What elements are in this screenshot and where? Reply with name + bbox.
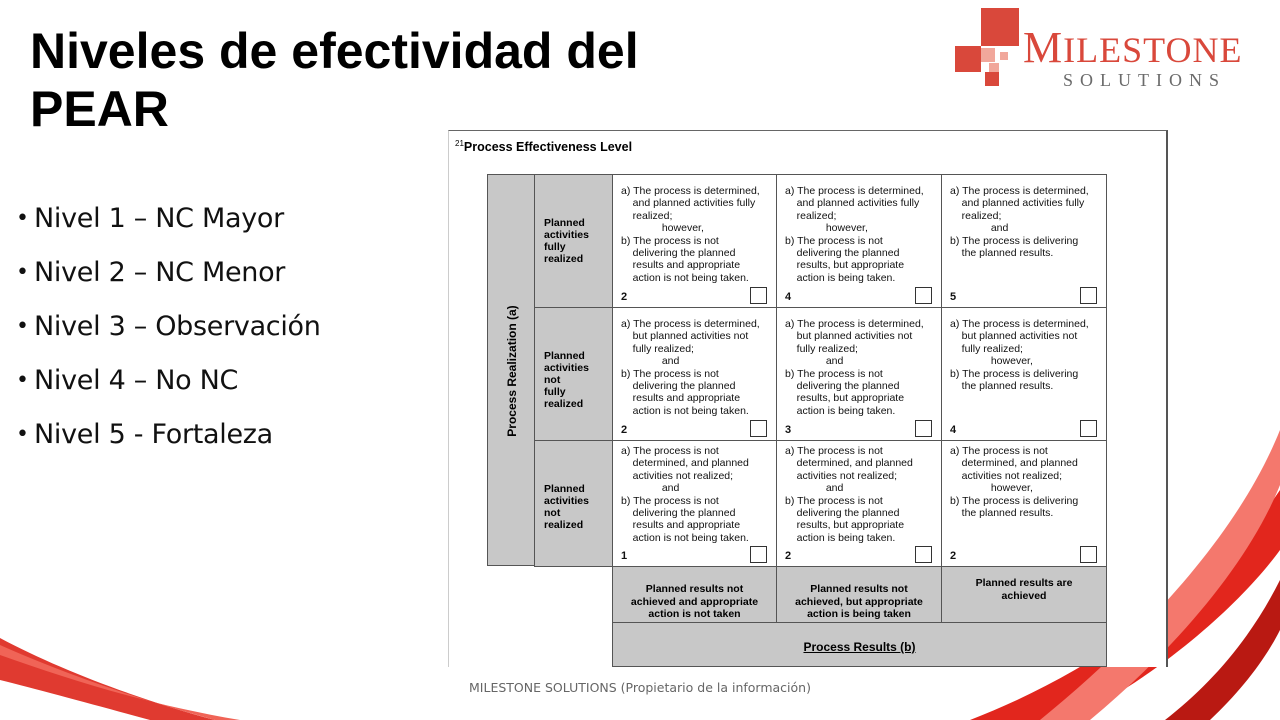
cell-text: a) The process is determined, but planned activities not fully realized; however, b) The process is delivering the planned results. <box>950 318 1089 393</box>
bullet-dot-icon: • <box>16 368 29 393</box>
bullet-text: Nivel 3 – Observación <box>34 311 321 342</box>
level-bullet-list <box>16 192 321 462</box>
slide-footer: MILESTONE SOLUTIONS (Propietario de la información) <box>469 680 811 695</box>
checkbox[interactable] <box>750 420 767 437</box>
checkbox[interactable] <box>915 420 932 437</box>
bullet-item <box>16 354 321 408</box>
checkbox[interactable] <box>750 287 767 304</box>
logo-squares-icon <box>955 8 1025 88</box>
swoosh-shape-1 <box>0 638 215 720</box>
column-footer-cell <box>612 566 777 623</box>
column-footer-cell <box>776 566 942 623</box>
column-footer: Planned results not achieved and appropriate action is not taken <box>630 583 759 620</box>
level-number: 2 <box>621 423 628 436</box>
checkbox[interactable] <box>1080 546 1097 563</box>
cell-text: a) The process is not determined, and planned activities not realized; and b) The process is not delivering the planned results and appropriate action is not being taken. <box>621 445 749 544</box>
matrix-cell <box>612 307 777 441</box>
cell-text: a) The process is not determined, and planned activities not realized; and b) The process is not delivering the planned results, but appropriate action is being taken. <box>785 445 913 544</box>
column-footer: Planned results are achieved <box>975 577 1073 602</box>
row-label: Planned activities not realized <box>544 483 589 531</box>
bullet-dot-icon: • <box>16 260 29 285</box>
level-number: 2 <box>785 549 792 562</box>
checkbox[interactable] <box>750 546 767 563</box>
matrix-cell <box>776 174 942 308</box>
cell-text: a) The process is determined, but planned activities not fully realized; and b) The process is not delivering the planned results and appropriate action is not being taken. <box>621 318 760 417</box>
matrix-cell <box>941 440 1107 567</box>
bottom-left-swoosh-decoration <box>0 600 300 720</box>
level-number: 5 <box>950 290 957 303</box>
checkbox[interactable] <box>915 287 932 304</box>
matrix-cell <box>612 440 777 567</box>
cell-text: a) The process is determined, and planned activities fully realized; and b) The process is delivering the planned results. <box>950 185 1089 260</box>
process-results-cell <box>612 622 1107 667</box>
logo-word-first: M <box>1023 23 1064 72</box>
matrix-superscript: 21 <box>455 139 464 148</box>
bullet-item <box>16 192 321 246</box>
bullet-dot-icon: • <box>16 422 29 447</box>
row-label-cell <box>534 174 613 308</box>
level-number: 1 <box>621 549 628 562</box>
bullet-text: Nivel 2 – NC Menor <box>34 257 286 288</box>
bullet-dot-icon: • <box>16 206 29 231</box>
logo-word-rest: ILESTONE <box>1063 30 1243 70</box>
bullet-text: Nivel 4 – No NC <box>34 365 239 396</box>
level-number: 2 <box>621 290 628 303</box>
matrix-title-text: Process Effectiveness Level <box>463 140 633 155</box>
cell-text: a) The process is determined, but planned activities not fully realized; and b) The process is not delivering the planned results, but appropriate action is being taken. <box>785 318 924 417</box>
matrix-cell <box>776 440 942 567</box>
level-number: 4 <box>950 423 957 436</box>
checkbox[interactable] <box>915 546 932 563</box>
effectiveness-matrix-document <box>448 130 1168 667</box>
row-label: Planned activities not fully realized <box>544 350 589 410</box>
milestone-logo <box>955 8 1265 93</box>
bullet-item <box>16 408 321 462</box>
checkbox[interactable] <box>1080 420 1097 437</box>
matrix-cell <box>941 307 1107 441</box>
cell-text: a) The process is determined, and planned activities fully realized; however, b) The process is not delivering the planned results and appropriate action is not being taken. <box>621 185 760 284</box>
level-number: 3 <box>785 423 792 436</box>
cell-text: a) The process is determined, and planned activities fully realized; however, b) The process is not delivering the planned results, but appropriate action is being taken. <box>785 185 924 284</box>
row-label-cell <box>534 307 613 441</box>
process-results-label: Process Results (b) <box>803 640 916 654</box>
column-footer-cell <box>941 566 1107 623</box>
bullet-dot-icon: • <box>16 314 29 339</box>
cell-text: a) The process is not determined, and planned activities not realized; however, b) The process is delivering the planned results. <box>950 445 1079 520</box>
bullet-text: Nivel 1 – NC Mayor <box>34 203 284 234</box>
column-footer: Planned results not achieved, but appropriate action is being taken <box>795 583 923 620</box>
matrix-cell <box>612 174 777 308</box>
bullet-text: Nivel 5 - Fortaleza <box>34 419 273 450</box>
matrix-grid <box>487 174 1107 668</box>
row-label-cell <box>534 440 613 567</box>
checkbox[interactable] <box>1080 287 1097 304</box>
level-number: 2 <box>950 549 957 562</box>
matrix-cell <box>776 307 942 441</box>
matrix-cell <box>941 174 1107 308</box>
row-label: Planned activities fully realized <box>544 217 589 265</box>
bullet-item <box>16 300 321 354</box>
logo-wordmark <box>1023 23 1243 72</box>
process-realization-label: Process Realization (a) <box>505 305 519 437</box>
logo-subtitle: SOLUTIONS <box>1063 70 1227 90</box>
process-realization-label-cell <box>487 174 535 566</box>
level-number: 4 <box>785 290 792 303</box>
matrix-title <box>455 139 632 154</box>
slide-title: Niveles de efectividad del PEAR <box>30 23 639 137</box>
bullet-item <box>16 246 321 300</box>
